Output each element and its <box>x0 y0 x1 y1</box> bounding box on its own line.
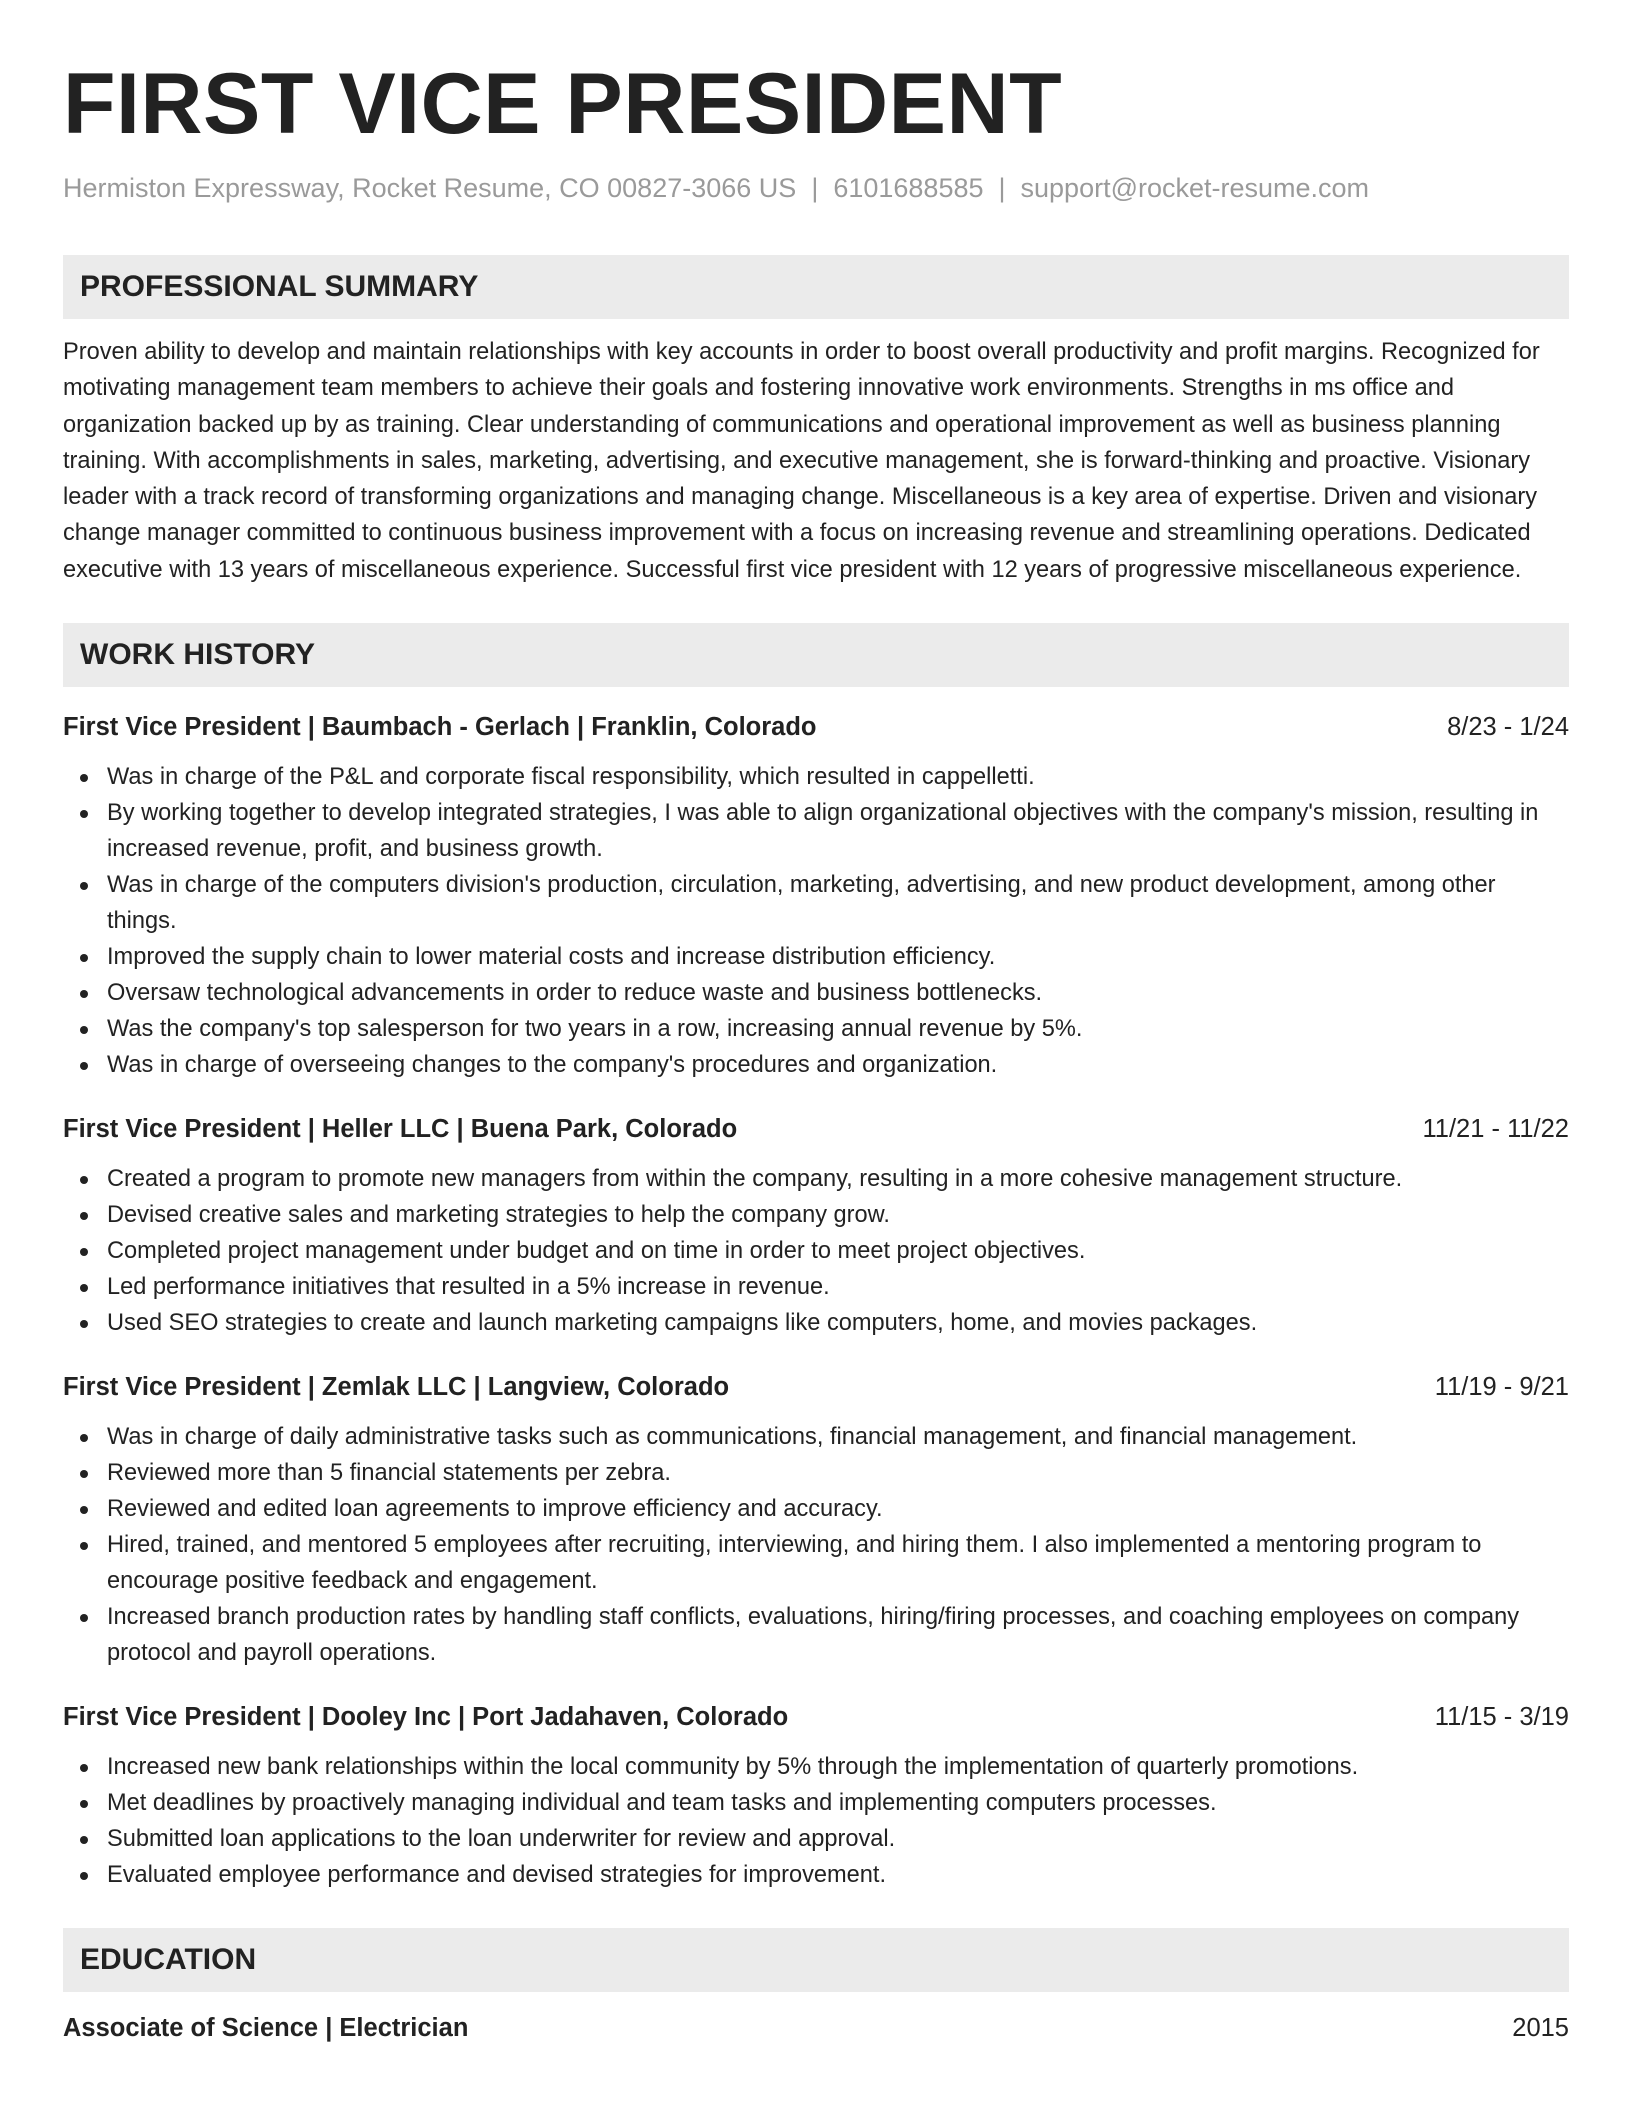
job-header <box>63 1699 1569 1735</box>
job-dates: 11/19 - 9/21 <box>1434 1373 1569 1402</box>
job-bullet: Met deadlines by proactively managing individual and team tasks and implementing computers processes. <box>63 1785 1569 1821</box>
job-bullet: Devised creative sales and marketing strategies to help the company grow. <box>63 1197 1569 1233</box>
job-bullet: Created a program to promote new managers from within the company, resulting in a more cohesive management structure. <box>63 1161 1569 1197</box>
education-degree: Associate of Science | Electrician <box>63 2014 469 2043</box>
contact-email: support@rocket-resume.com <box>1020 173 1370 203</box>
job-bullet-list <box>63 1161 1569 1341</box>
contact-address: Hermiston Expressway, Rocket Resume, CO 00827-3066 US <box>63 173 797 203</box>
education-year: 2015 <box>1512 2014 1569 2043</box>
job-bullet: Completed project management under budget and on time in order to meet project objectives. <box>63 1233 1569 1269</box>
job-bullet-list <box>63 1749 1569 1893</box>
job-dates: 11/15 - 3/19 <box>1434 1703 1569 1732</box>
job-title: First Vice President | Zemlak LLC | Langview, Colorado <box>63 1373 730 1402</box>
contact-phone: 6101688585 <box>833 173 984 203</box>
job-bullet: Reviewed more than 5 financial statements per zebra. <box>63 1455 1569 1491</box>
job-bullet: Reviewed and edited loan agreements to improve efficiency and accuracy. <box>63 1491 1569 1527</box>
job-bullet: Evaluated employee performance and devised strategies for improvement. <box>63 1857 1569 1893</box>
contact-separator: | <box>811 173 819 203</box>
job-bullet: Improved the supply chain to lower material costs and increase distribution efficiency. <box>63 939 1569 975</box>
job-bullet: Used SEO strategies to create and launch marketing campaigns like computers, home, and movies packages. <box>63 1305 1569 1341</box>
job-bullet: Increased branch production rates by handling staff conflicts, evaluations, hiring/firing processes, and coaching employees on company protocol and payroll operations. <box>63 1599 1569 1671</box>
job-dates: 8/23 - 1/24 <box>1447 713 1569 742</box>
job-title: First Vice President | Baumbach - Gerlach | Franklin, Colorado <box>63 713 817 742</box>
job-title: First Vice President | Heller LLC | Buena Park, Colorado <box>63 1115 738 1144</box>
job-bullet: Was in charge of the P&L and corporate fiscal responsibility, which resulted in cappelletti. <box>63 759 1569 795</box>
job-entry <box>63 1369 1569 1671</box>
job-bullet: Was in charge of the computers division's production, circulation, marketing, advertising, and new product development, among other things. <box>63 867 1569 939</box>
job-bullet: Was in charge of overseeing changes to the company's procedures and organization. <box>63 1047 1569 1083</box>
contact-separator: | <box>998 173 1006 203</box>
job-bullet: Was in charge of daily administrative tasks such as communications, financial management, and financial management. <box>63 1419 1569 1455</box>
job-bullet: Was the company's top salesperson for two years in a row, increasing annual revenue by 5%. <box>63 1011 1569 1047</box>
job-bullet: Oversaw technological advancements in order to reduce waste and business bottlenecks. <box>63 975 1569 1011</box>
job-entry <box>63 1699 1569 1893</box>
job-entry <box>63 709 1569 1083</box>
section-header-professional-summary: PROFESSIONAL SUMMARY <box>63 255 1569 319</box>
job-bullet-list <box>63 1419 1569 1671</box>
section-header-education: EDUCATION <box>63 1928 1569 1992</box>
job-header <box>63 709 1569 745</box>
job-bullet: Hired, trained, and mentored 5 employees after recruiting, interviewing, and hiring them. I also implemented a mentoring program to encourage positive feedback and engagement. <box>63 1527 1569 1599</box>
job-title: First Vice President | Dooley Inc | Port Jadahaven, Colorado <box>63 1703 789 1732</box>
contact-line <box>63 170 1569 206</box>
job-entry <box>63 1111 1569 1341</box>
job-header <box>63 1111 1569 1147</box>
education-entry <box>63 2010 1569 2046</box>
professional-summary-text: Proven ability to develop and maintain relationships with key accounts in order to boost overall productivity and profit margins. Recognized for motivating management team members to achieve their goals and fostering innovative work environments. Strengths in ms office and organization backed up by as training. Clear understanding of communications and operational improvement as well as business planning training. With accomplishments in sales, marketing, advertising, and executive management, she is forward-thinking and proactive. Visionary leader with a track record of transforming organizations and managing change. Miscellaneous is a key area of expertise. Driven and visionary change manager committed to continuous business improvement with a focus on increasing revenue and streamlining operations. Dedicated executive with 13 years of miscellaneous experience. Successful first vice president with 12 years of progressive miscellaneous experience. <box>63 339 1540 583</box>
job-header <box>63 1369 1569 1405</box>
job-bullet-list <box>63 759 1569 1083</box>
job-bullet: Submitted loan applications to the loan underwriter for review and approval. <box>63 1821 1569 1857</box>
resume-name-title: FIRST VICE PRESIDENT <box>63 56 1063 152</box>
job-bullet: Led performance initiatives that resulted in a 5% increase in revenue. <box>63 1269 1569 1305</box>
job-dates: 11/21 - 11/22 <box>1422 1115 1569 1144</box>
job-bullet: By working together to develop integrated strategies, I was able to align organizational objectives with the company's mission, resulting in increased revenue, profit, and business growth. <box>63 795 1569 867</box>
section-header-work-history: WORK HISTORY <box>63 623 1569 687</box>
job-bullet: Increased new bank relationships within the local community by 5% through the implementation of quarterly promotions. <box>63 1749 1569 1785</box>
